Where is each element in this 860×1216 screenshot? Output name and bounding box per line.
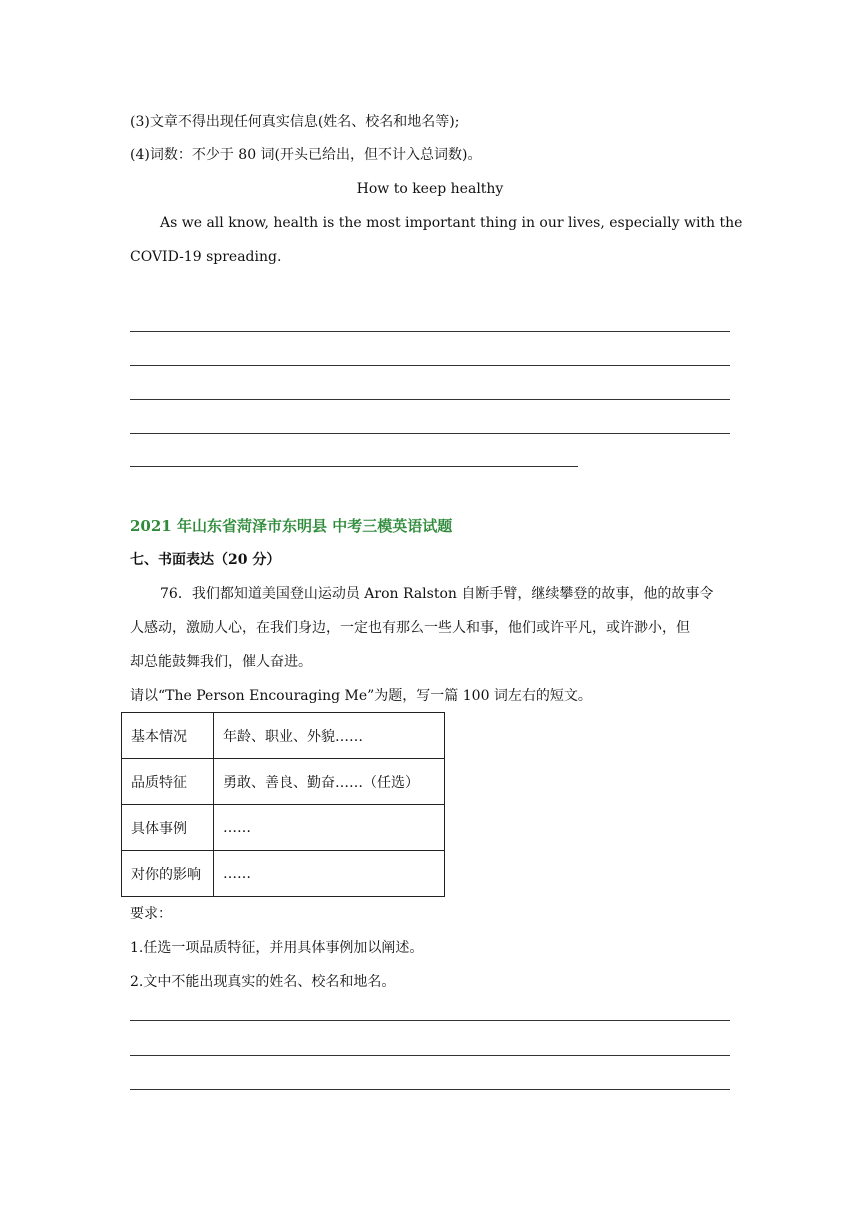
table-label: 品质特征 — [122, 759, 214, 805]
answer-line — [130, 1089, 730, 1090]
table-row — [122, 851, 445, 897]
writing-instruction: 请以“The Person Encouraging Me”为题，写一篇 100 词左右的短文。 — [130, 688, 592, 704]
table-label: 具体事例 — [122, 805, 214, 851]
answer-line — [130, 466, 578, 467]
table-row — [122, 713, 445, 759]
requirement-1: 1.任选一项品质特征，并用具体事例加以阐述。 — [130, 940, 424, 956]
prompt-line-3: 却总能鼓舞我们，催人奋进。 — [130, 654, 312, 670]
essay-opening-line-2: COVID-19 spreading. — [130, 249, 282, 265]
prompt-line-2: 人感动，激励人心，在我们身边，一定也有那么一些人和事，他们或许平凡，或许渺小，但 — [130, 620, 690, 636]
part-title: 七、书面表达（20 分） — [130, 552, 281, 568]
outline-table — [121, 712, 445, 897]
essay-opening-line-1: As we all know, health is the most important thing in our lives, especially with the — [160, 215, 743, 231]
table-row — [122, 759, 445, 805]
prompt-line-1: 76．我们都知道美国登山运动员 Aron Ralston 自断手臂，继续攀登的故事，他的故事令 — [160, 586, 714, 602]
table-content: 勇敢、善良、勤奋……（任选） — [214, 759, 445, 805]
table-row — [122, 805, 445, 851]
answer-line — [130, 1055, 730, 1056]
requirements-label: 要求： — [130, 906, 172, 922]
table-label: 对你的影响 — [122, 851, 214, 897]
requirement-3: (3)文章不得出现任何真实信息(姓名、校名和地名等); — [130, 114, 460, 130]
answer-line — [130, 433, 730, 434]
table-content: 年龄、职业、外貌…… — [214, 713, 445, 759]
table-content: …… — [214, 851, 445, 897]
table-content: …… — [214, 805, 445, 851]
requirement-2: 2.文中不能出现真实的姓名、校名和地名。 — [130, 974, 396, 990]
table-label: 基本情况 — [122, 713, 214, 759]
exam-title: 2021 年山东省菏泽市东明县 中考三模英语试题 — [130, 517, 453, 535]
requirement-4: (4)词数：不少于 80 词(开头已给出，但不计入总词数)。 — [130, 147, 482, 163]
answer-line — [130, 365, 730, 366]
essay-title: How to keep healthy — [356, 181, 504, 197]
answer-line — [130, 399, 730, 400]
answer-line — [130, 331, 730, 332]
answer-line — [130, 1020, 730, 1021]
